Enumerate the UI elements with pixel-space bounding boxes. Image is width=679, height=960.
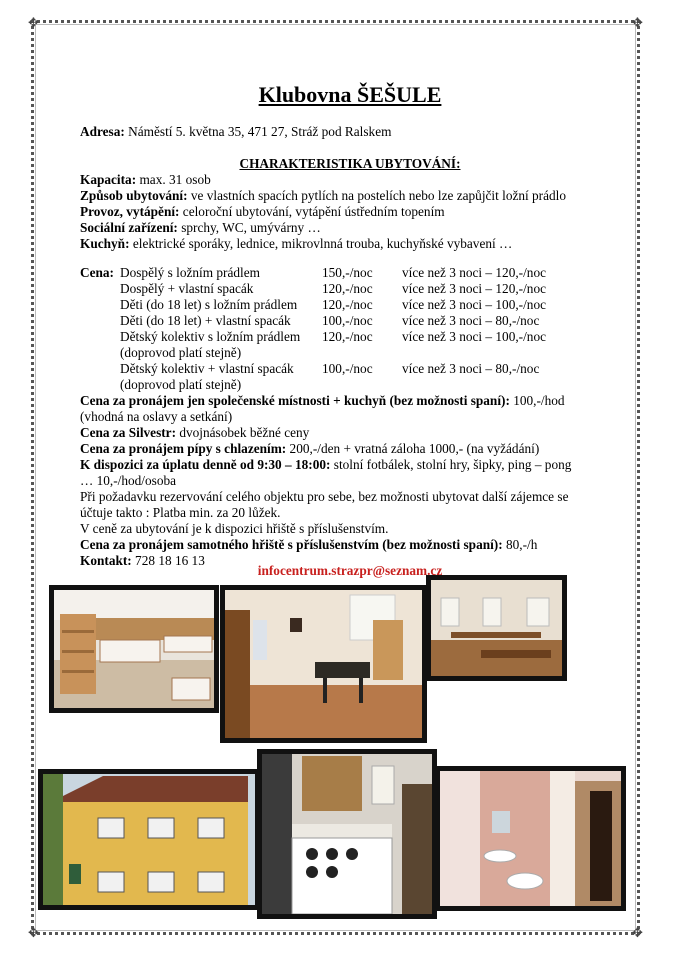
feature-operation: Provoz, vytápění: celoroční ubytování, vytápění ústředním topením	[80, 204, 445, 219]
feature-capacity: Kapacita: max. 31 osob	[80, 172, 211, 187]
page-title: Klubovna ŠEŠULE	[258, 82, 442, 107]
photo-building	[38, 769, 260, 910]
dispo-line: K dispozici za úplatu denně od 9:30 – 18:00: stolní fotbálek, stolní hry, šipky, ping – pong	[80, 457, 572, 472]
corner-ornament-icon: ✥	[632, 15, 643, 30]
dining-hall-photo-icon	[431, 580, 562, 676]
feature-sanitary: Sociální zařízení: sprchy, WC, umývárny …	[80, 220, 321, 235]
bathroom-photo-icon	[440, 771, 621, 906]
game-room-photo-icon	[225, 590, 422, 738]
whole-object-line: Při požadavku rezervování celého objektu pro sebe, bez možnosti ubytovat další zájemce se	[80, 489, 569, 504]
corner-ornament-icon: ✥	[28, 925, 39, 940]
address-line	[80, 124, 391, 140]
photo-bathroom	[435, 766, 626, 911]
playground-note: V ceně za ubytování je k dispozici hřiště s příslušenstvím.	[80, 521, 389, 536]
rental-line: Cena za pronájem jen společenské místnosti + kuchyň (bez možnosti spaní): 100,-/hod	[80, 393, 565, 408]
whole-object-line-2: účtuje takto : Platba min. za 20 lůžek.	[80, 505, 281, 520]
address-value: Náměstí 5. května 35, 471 27, Stráž pod Ralskem	[128, 124, 392, 139]
corner-ornament-icon: ✥	[632, 925, 643, 940]
playground-line: Cena za pronájem samotného hřiště s příslušenstvím (bez možnosti spaní): 80,-/h	[80, 537, 538, 552]
price-label: Cena:	[80, 265, 114, 280]
contact-email[interactable]: infocentrum.strazpr@seznam.cz	[257, 563, 443, 578]
photo-game-room	[220, 585, 427, 743]
bedroom-photo-icon	[54, 590, 214, 708]
corner-ornament-icon: ✥	[28, 15, 39, 30]
feature-accommodation: Způsob ubytování: ve vlastních spacích pytlích na postelích nebo lze zapůjčit ložní prádlo	[80, 188, 567, 203]
building-photo-icon	[43, 774, 255, 905]
photo-kitchen	[257, 749, 437, 919]
contact-line: Kontakt: 728 18 16 13	[80, 553, 205, 568]
photo-dining-hall	[426, 575, 567, 681]
silvestr-line: Cena za Silvestr: dvojnásobek běžné ceny	[80, 425, 310, 440]
dispo-line-2: … 10,-/hod/osoba	[80, 473, 177, 488]
pipa-line: Cena za pronájem pípy s chlazením: 200,-/den + vratná záloha 1000,- (na vyžádání)	[80, 441, 540, 456]
feature-kitchen: Kuchyň: elektrické sporáky, lednice, mikrovlnná trouba, kuchyňské vybavení …	[80, 236, 513, 251]
address-label: Adresa:	[80, 124, 125, 139]
rental-note: (vhodná na oslavy a setkání)	[80, 409, 233, 424]
section-title: CHARAKTERISTIKA UBYTOVÁNÍ:	[239, 156, 461, 171]
photo-bedroom	[49, 585, 219, 713]
kitchen-photo-icon	[262, 754, 432, 914]
